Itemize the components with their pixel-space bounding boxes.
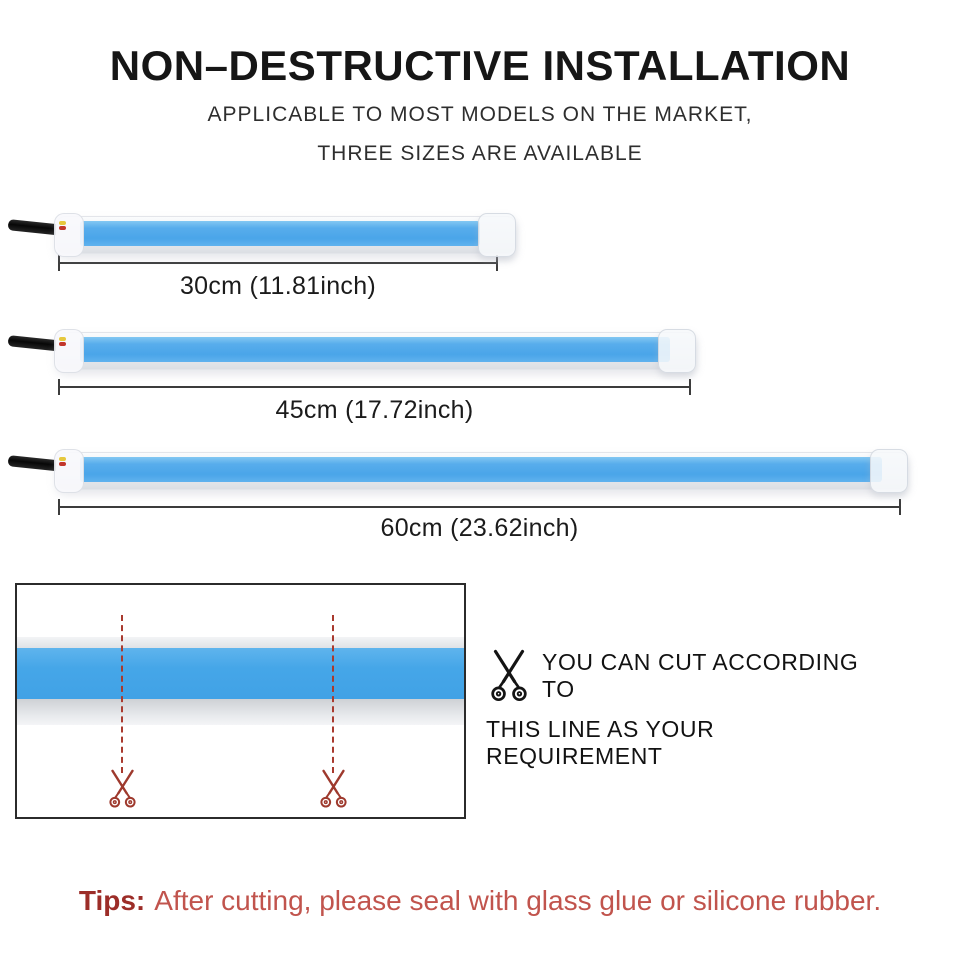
- measurement-label: 45cm (17.72inch): [275, 396, 474, 424]
- measurement-line: [58, 262, 498, 264]
- measurement-line: [58, 386, 691, 388]
- cut-note: [486, 648, 896, 770]
- cut-detail-box: [15, 583, 466, 819]
- scissors-icon: [486, 649, 532, 703]
- strip-end-cap-right: [658, 329, 696, 373]
- measurement-label: 60cm (23.62inch): [380, 514, 579, 542]
- wire-lead-red: [59, 462, 66, 466]
- page-title: NON–DESTRUCTIVE INSTALLATION: [109, 42, 851, 89]
- tips-text: After cutting, please seal with glass glue or silicone rubber.: [154, 885, 882, 916]
- led-tube-closeup: [17, 648, 464, 699]
- led-tube-blue: [80, 457, 882, 482]
- cut-note-line-2: THIS LINE AS YOUR REQUIREMENT: [486, 716, 715, 769]
- scissors-icon: [106, 769, 139, 809]
- led-strip-30cm: [0, 210, 960, 310]
- strip-end-cap-left: [54, 449, 84, 493]
- wire-lead-red: [59, 342, 66, 346]
- wire-lead-yellow: [59, 337, 66, 341]
- measurement-label: 30cm (11.81inch): [179, 272, 377, 300]
- strip-end-cap-right: [478, 213, 516, 257]
- strip-end-cap-right: [870, 449, 908, 493]
- led-tube-blue: [80, 337, 670, 362]
- subtitle-line-1: APPLICABLE TO MOST MODELS ON THE MARKET,: [207, 103, 753, 126]
- measurement-line: [58, 506, 901, 508]
- scissors-icon: [317, 769, 350, 809]
- subtitle-line-2: THREE SIZES ARE AVAILABLE: [317, 142, 643, 165]
- strip-end-cap-left: [54, 213, 84, 257]
- tips-label: Tips:: [78, 885, 146, 916]
- strip-end-cap-left: [54, 329, 84, 373]
- tips-note: [0, 884, 960, 918]
- casing-top-edge: [17, 637, 464, 648]
- cut-dashed-line: [332, 615, 334, 773]
- wire-lead-red: [59, 226, 66, 230]
- casing-bottom-edge: [17, 699, 464, 725]
- cut-dashed-line: [121, 615, 123, 773]
- cut-note-line-1: YOU CAN CUT ACCORDING TO: [542, 649, 859, 702]
- led-strip-45cm: [0, 326, 960, 426]
- wire-lead-yellow: [59, 221, 66, 225]
- led-strip-60cm: [0, 446, 960, 546]
- led-tube-blue: [80, 221, 480, 246]
- wire-lead-yellow: [59, 457, 66, 461]
